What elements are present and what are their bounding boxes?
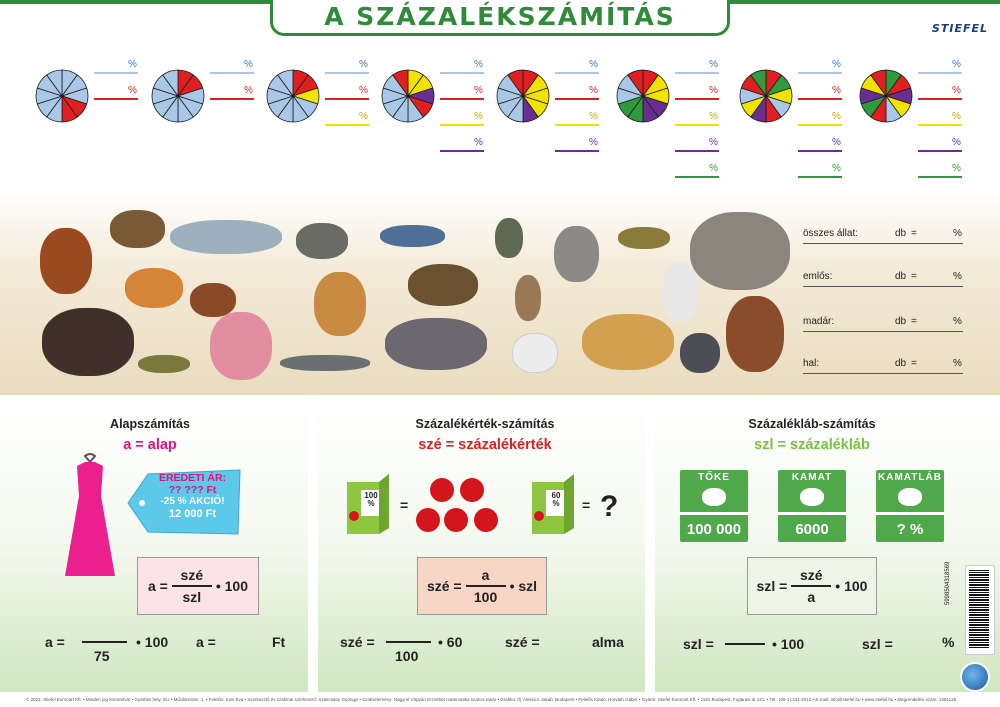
value-calc-unit: alma <box>592 634 624 650</box>
percent-sign: % <box>589 137 598 148</box>
percent-answer-line <box>798 176 842 178</box>
percent-answer-line <box>325 124 369 126</box>
percent-sign: % <box>952 85 961 96</box>
jaguar-image <box>582 314 674 370</box>
stat-eq: = <box>911 316 917 327</box>
percent-answer-line <box>798 98 842 100</box>
percent-answer-line <box>555 124 599 126</box>
bear-image <box>42 308 134 376</box>
tag-discount: -25 % AKCIÓ! <box>160 496 225 507</box>
apple-icon <box>444 508 468 532</box>
percent-answer-line <box>798 124 842 126</box>
section-divider-1 <box>308 395 318 692</box>
page-title: A SZÁZALÉKSZÁMÍTÁS <box>324 2 676 31</box>
value-title: Százalékérték-számítás <box>415 417 555 431</box>
rate-formula <box>747 557 877 615</box>
formula-left: szl = <box>756 578 788 594</box>
brand-logo: STIEFEL <box>931 22 988 35</box>
price-tag-text <box>145 472 240 520</box>
globe-logo-icon <box>960 662 990 692</box>
formula-left: a = <box>147 578 168 594</box>
base-calc-unit: Ft <box>272 634 286 650</box>
stat-db: db <box>895 358 907 369</box>
formula-right: • szl <box>509 578 538 594</box>
base-formula <box>137 557 259 615</box>
apple-icon <box>416 508 440 532</box>
card-value: 6000 <box>795 521 829 538</box>
stat-row-mammal <box>803 268 963 287</box>
footer-credits: © 2022. Stiefel Eurocart Kft. • Minden jog fenntartva! • Gyártási hely: EU • Műcikkszám: 1. • Felelős: Kiss Éva • Szerkesztő és szakmai szerkesztő: Szakcsány Gyöngyi • Szakvélemény: Nagyné Vágvári Erzsébet matematika szakos tanár • Grafika: Ifj. Aleksics Jakab, Budapest • Felelős Kiadó: Horváth Gábor • Gyártó: Stiefel Eurocart Kft. • 1181 Budapest, Fogarasi út 121. • Tel.: (06-1) 431-2010 • E-mail: info@stiefel.hu • www.stiefel.hu • Megrendelési szám: 1391125. <box>0 692 1000 707</box>
badger-image <box>296 223 348 259</box>
value-subtitle: szé = százalékérték <box>418 437 552 453</box>
formula-fraction <box>466 567 506 605</box>
rate-calc-result: szl = <box>862 636 893 652</box>
stat-label: emlős: <box>803 271 833 282</box>
rate-calc-bar <box>725 643 765 645</box>
percent-sign: % <box>589 111 598 122</box>
percent-sign: % <box>832 137 841 148</box>
percent-sign: % <box>128 85 137 96</box>
section-divider-2 <box>645 395 655 692</box>
percent-sign: % <box>359 111 368 122</box>
percent-sign: % <box>709 137 718 148</box>
dress-image <box>55 452 125 580</box>
barcode <box>965 565 995 655</box>
formula-numerator: szé <box>800 567 823 583</box>
piggy-bank-icon <box>898 488 922 506</box>
formula-left: szé = <box>426 578 462 594</box>
card-label: KAMATLÁB <box>878 472 942 483</box>
percent-sign: % <box>474 85 483 96</box>
formula-numerator: a <box>481 567 490 583</box>
percent-sign: % <box>709 163 718 174</box>
percent-answer-line <box>675 124 719 126</box>
rate-title: Százalékláb-számítás <box>748 417 876 431</box>
stat-pct: % <box>953 271 962 282</box>
percent-answer-line <box>440 98 484 100</box>
percent-answer-line <box>440 150 484 152</box>
percent-answer-line <box>918 124 962 126</box>
pie-chart <box>615 68 671 124</box>
stat-label: madár: <box>803 316 835 327</box>
stat-eq: = <box>911 271 917 282</box>
juice-box-60-label: 60 % <box>551 491 561 508</box>
percent-answer-line <box>325 72 369 74</box>
percent-answer-line <box>918 176 962 178</box>
tuna-image <box>380 225 445 247</box>
piggy-bank-icon <box>702 488 726 506</box>
percent-sign: % <box>832 59 841 70</box>
percent-answer-line <box>440 124 484 126</box>
percent-answer-line <box>675 150 719 152</box>
base-calc-bar <box>82 641 127 643</box>
percent-sign: % <box>952 59 961 70</box>
percent-sign: % <box>952 163 961 174</box>
value-eq-2: = <box>582 497 591 513</box>
base-calc-result: a = <box>196 634 216 650</box>
percent-sign: % <box>952 137 961 148</box>
red-deer-image <box>726 296 784 372</box>
card-label: KAMAT <box>791 472 833 483</box>
carp-image <box>618 227 670 249</box>
formula-numerator: szé <box>180 567 204 583</box>
percent-sign: % <box>474 59 483 70</box>
percent-answer-line <box>918 72 962 74</box>
rate-calc-left: szl = <box>683 636 714 652</box>
shark-image <box>170 220 282 254</box>
card-value: 100 000 <box>686 521 742 538</box>
apple-icon <box>474 508 498 532</box>
base-title: Alapszámítás <box>110 417 190 431</box>
tag-original-price: ?? ??? Ft <box>168 484 217 496</box>
percent-sign: % <box>832 85 841 96</box>
hare-image <box>515 275 541 321</box>
stat-eq: = <box>911 228 917 239</box>
percent-sign: % <box>474 137 483 148</box>
percent-sign: % <box>244 59 253 70</box>
value-calc-left: szé = <box>340 634 375 650</box>
formula-fraction <box>791 567 831 605</box>
value-calc-bar <box>386 641 431 643</box>
percent-sign: % <box>709 59 718 70</box>
rate-calc-unit: % <box>942 634 955 650</box>
rate-calc-mul: • 100 <box>772 636 805 652</box>
stat-db: db <box>895 271 907 282</box>
juice-box-100-label: 100 % <box>364 491 378 508</box>
value-eq-1: = <box>400 497 409 513</box>
flamingo-image <box>210 312 272 380</box>
value-calc-den: 100 <box>395 648 419 664</box>
pie-chart <box>34 68 90 124</box>
fox-image <box>125 268 183 308</box>
percent-sign: % <box>589 59 598 70</box>
tag-sale-price: 12 000 Ft <box>168 508 217 520</box>
base-calc-den: 75 <box>94 648 110 664</box>
deer-image <box>314 272 366 336</box>
elephant-image <box>690 212 790 290</box>
base-calc-left: a = <box>45 634 65 650</box>
apple-icon <box>460 478 484 502</box>
formula-fraction <box>172 567 212 605</box>
base-calc-mul: • 100 <box>136 634 169 650</box>
boar-image <box>408 264 478 306</box>
pie-chart <box>495 68 551 124</box>
card-label: TŐKE <box>698 472 730 483</box>
formula-right: • 100 <box>835 578 868 594</box>
percent-answer-line <box>798 72 842 74</box>
stat-pct: % <box>953 228 962 239</box>
pheasant-image <box>190 283 236 317</box>
percent-answer-line <box>210 72 254 74</box>
piggy-bank-icon <box>800 488 824 506</box>
interest-rate-card <box>876 470 944 542</box>
hippo-image <box>385 318 487 370</box>
percent-sign: % <box>709 85 718 96</box>
percent-sign: % <box>709 111 718 122</box>
percent-sign: % <box>244 85 253 96</box>
pie-chart <box>150 68 206 124</box>
formula-denominator: 100 <box>473 589 498 605</box>
percent-answer-line <box>440 72 484 74</box>
percent-sign: % <box>589 85 598 96</box>
percent-answer-line <box>94 72 138 74</box>
stat-row-bird <box>803 313 963 332</box>
formula-right: • 100 <box>215 578 248 594</box>
percent-answer-line <box>918 150 962 152</box>
formula-denominator: a <box>807 589 816 605</box>
percent-answer-line <box>94 98 138 100</box>
pie-chart <box>265 68 321 124</box>
pie-chart <box>380 68 436 124</box>
percent-sign: % <box>128 59 137 70</box>
formula-denominator: szl <box>182 589 202 605</box>
capital-card <box>680 470 748 542</box>
stat-db: db <box>895 228 907 239</box>
stat-label: hal: <box>803 358 820 369</box>
interest-card <box>778 470 846 542</box>
orangutan-image <box>40 228 92 294</box>
value-calc-result: szé = <box>505 634 540 650</box>
percent-sign: % <box>832 163 841 174</box>
stat-row-all <box>803 225 963 244</box>
percent-sign: % <box>474 111 483 122</box>
percent-answer-line <box>675 72 719 74</box>
percent-answer-line <box>555 150 599 152</box>
apple-icon <box>430 478 454 502</box>
stork-image <box>662 262 698 322</box>
stat-pct: % <box>953 316 962 327</box>
base-subtitle: a = alap <box>123 437 177 453</box>
percent-answer-line <box>325 98 369 100</box>
value-formula <box>417 557 547 615</box>
percent-answer-line <box>675 98 719 100</box>
stat-label: összes állat: <box>803 228 859 239</box>
rate-subtitle: szl = százalékláb <box>754 437 870 453</box>
percent-answer-line <box>555 72 599 74</box>
catfish-image <box>680 333 720 373</box>
stat-pct: % <box>953 358 962 369</box>
percent-answer-line <box>210 98 254 100</box>
value-calc-mul: • 60 <box>438 634 463 650</box>
wolf-image <box>554 226 599 282</box>
stat-db: db <box>895 316 907 327</box>
sturgeon-image <box>280 355 370 371</box>
perch-image <box>138 355 190 373</box>
barcode-number: 5998504318569 <box>945 561 951 605</box>
card-value: ? % <box>896 521 924 538</box>
percent-sign: % <box>952 111 961 122</box>
percent-answer-line <box>555 98 599 100</box>
percent-answer-line <box>798 150 842 152</box>
percent-answer-line <box>675 176 719 178</box>
swan-image <box>512 333 558 373</box>
value-question: ? <box>600 490 619 523</box>
pie-chart <box>738 68 794 124</box>
title-banner <box>270 0 730 36</box>
pie-chart <box>858 68 914 124</box>
percent-sign: % <box>832 111 841 122</box>
percent-sign: % <box>359 59 368 70</box>
percent-answer-line <box>918 98 962 100</box>
tag-original-label: EREDETI ÁR: <box>158 472 227 484</box>
eagle-image <box>110 210 165 248</box>
stat-eq: = <box>911 358 917 369</box>
bird-image <box>495 218 523 258</box>
stat-row-fish <box>803 355 963 374</box>
percent-sign: % <box>359 85 368 96</box>
